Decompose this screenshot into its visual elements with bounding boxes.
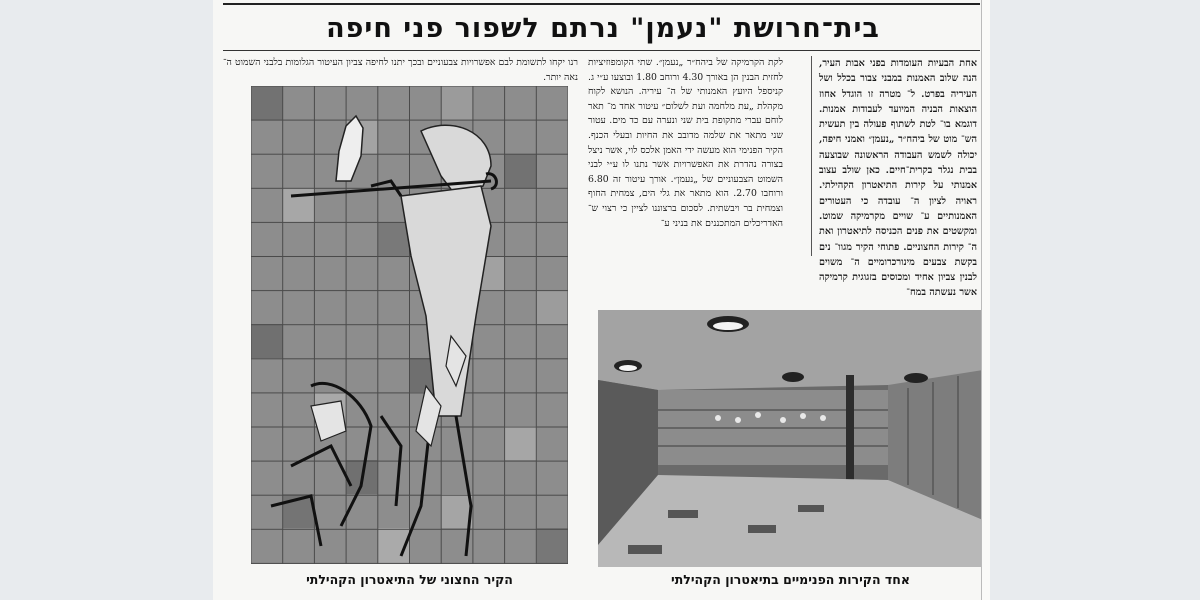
mural-photo	[251, 86, 568, 564]
newspaper-page	[213, 0, 990, 600]
headline-rule	[223, 50, 980, 51]
article-headline: בית־חרושת "נעמן" נרתם לשפור פני חיפה	[326, 13, 880, 44]
photo-caption: אחד הקירות הפנימיים בתיאטרון הקהילתי	[671, 572, 910, 587]
adjacent-column-edge	[981, 0, 990, 600]
text-column-middle: לקת הקרמיקה של ביהח״ר „נעמן״. שתי הקומפוזיציות לחזית הבנין הן באורך 4.30 ורוחב 1.80 ובוצעו ע״י ג. קניספל היועץ האמנותי של ה־ עיריה. הנושא לקוח מקהלת „עת מלחמה ועת לשלום״ עיטור אחד מ־ תאר לוחם עברי מתקופת בית שני ונערה עם כד מים. עטור שני מתאר את שלמה מדובב את החיות ובעלי הכנף. הקיר הפנימי הוא מעשה ידי האמן אלכס לוי, אשר ניצל בצורה נהדרת את האפשרויות אשר נתנו לו ע״י לבני השמוט הצבעוניים של „נעמן״. אורך עיטור זה 6.80 ורוחבו 2.70. הוא מתאר את גלי הים, צמחית החוף וצמחית בר ויבשתית. לסכום ברצוננו לציין כי רצוי ש־ האדריכלים המתכננים את בניני ע־	[587, 57, 783, 229]
text-column-right: אחת הבעיות העומדות בפני אבות העיר, הנה שלוב האמנות במבני צבור בכלל ושל העיריה בפרט. ל־ מטרה זו הוגדל אחוז הוצאות הבניה המיועד לעבודות אמנות. דוגמא בו־ לטת לשתוף פעולה בין תעשית הש־ מוט של ביהח״ר „נעמן״ ואמני חיפה, יכולה לשמש העבודה הראשונה שבוצעה בבית נגלר בקרית־חיים. כאן שולב עצוב אמנותי על קירות התיאטרון הקהילתי. ראויה לציון ה־ עובדה כי העטורים האמנותיים ע־ שויים מקרמיקה שמוט. ומקשטים את פנים הכניסה לתיאטרון ואת ה־ קירות החצוניים. פתוחי הקיר מגוו־ נים בקשת צבעים מינורכרומיים ה־ משוים לבנין צביון אחיד ומכוסים בזגוגית קרמיקה אשר נעשתה במח־	[819, 58, 977, 299]
top-rule	[223, 3, 980, 5]
theater-interior-photo	[598, 310, 983, 567]
mural-caption: הקיר החצוני של התיאטרון הקהילתי	[306, 572, 513, 587]
column-divider	[811, 56, 812, 256]
text-column-left: רנו יקחו לתשומת לבם אפשרויות צבעוניים ובכך יתנו לחיפה צביון העיטור הגלומות בלבני השמוט ה־ נאה יותר.	[223, 57, 578, 83]
